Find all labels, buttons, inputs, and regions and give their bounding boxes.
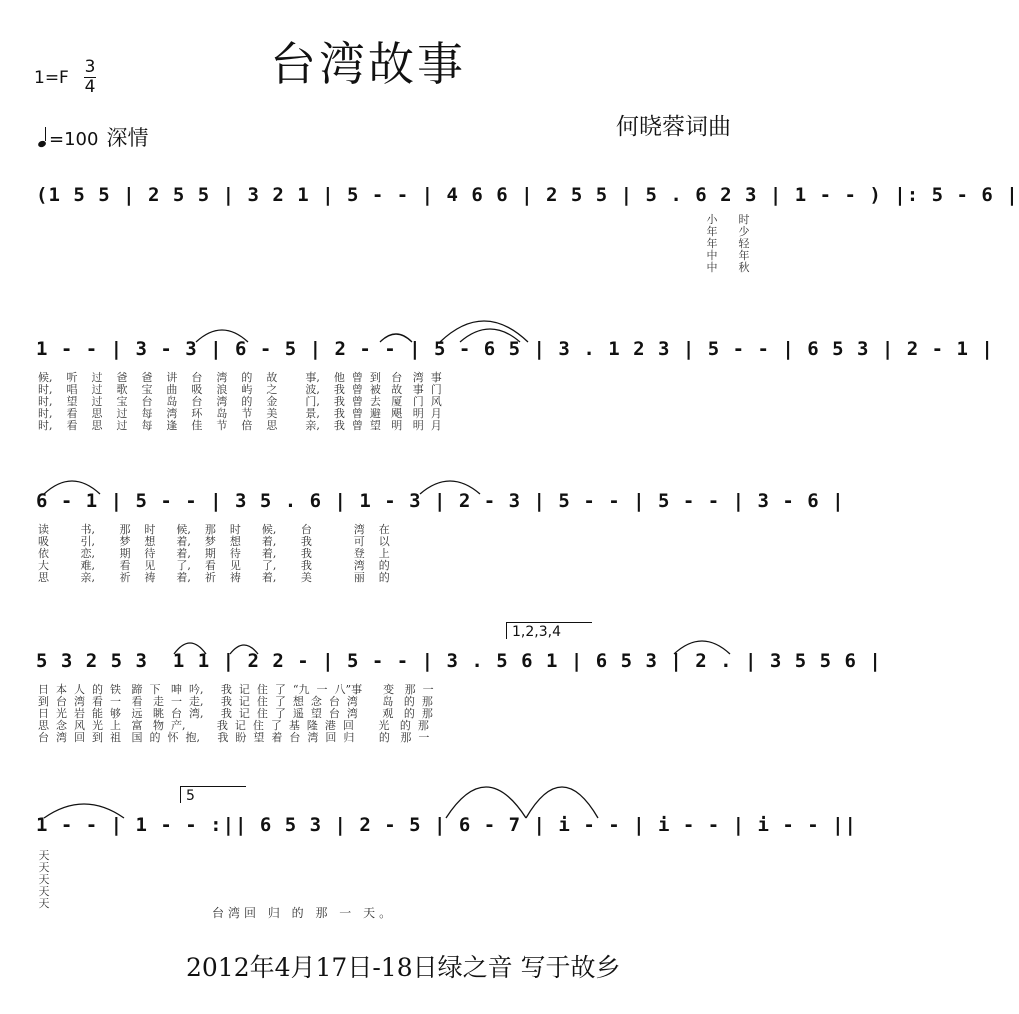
slur: [196, 330, 248, 342]
song-title: 台湾故事: [270, 37, 466, 91]
notation-row-5: 1 - - | 1 - - :|| 6 5 3 | 2 - 5 | 6 - 7 | i - - | i - - | i - - ||: [36, 814, 857, 836]
lyrics-row-2-verse-4: 时, 看 思 过 每 湾 环 岛 节 美 景, 我 曾 避 飓 明 月: [38, 407, 442, 420]
slur: [440, 321, 528, 342]
lyrics-row-2-verse-2: 时, 唱 过 歌 宝 曲 吸 浪 屿 之 波, 我 曾 被 故 事 门: [38, 383, 442, 396]
pickup-lyric-2: 时少轻年秋: [738, 213, 750, 274]
slur: [44, 804, 124, 818]
key-signature: 1=F: [34, 68, 69, 88]
final-lyric-column: 天天天天天: [38, 849, 50, 910]
slur: [380, 334, 412, 342]
notation-row-4: 5 3 2 5 3 1 1 | 2 2 - | 5 - - | 3 . 5 6 1 | 6 5 3 | 2 . | 3 5 5 6 |: [36, 650, 882, 672]
lyrics-row-4-verse-4: 思 念 风 光 上 富 物 产, 我 记 住 了 基 隆 港 回 光 的 那: [38, 719, 429, 732]
slur: [420, 481, 480, 494]
lyrics-row-2-verse-3: 时, 望 过 宝 台 岛 台 湾 的 金 门, 我 曾 去 厦 门 风: [38, 395, 442, 408]
notation-row-1: (1 5 5 | 2 5 5 | 3 2 1 | 5 - - | 4 6 6 | 2 5 5 | 5 . 6 2 3 | 1 - - ) |: 5 - 6 |: [36, 184, 1019, 206]
slur: [526, 787, 598, 818]
footer-note: 2012年4月17日-18日绿之音 写于故乡: [186, 953, 621, 982]
lyrics-row-3-verse-4: 大 难, 看 见 了, 看 见 了, 我 湾 的: [38, 559, 390, 572]
lyrics-row-3-verse-1: 读 书, 那 时 候, 那 时 候, 台 湾 在: [38, 523, 390, 536]
lyrics-row-3-verse-2: 吸 引, 梦 想 着, 梦 想 着, 我 可 以: [38, 535, 390, 548]
lyrics-row-4-verse-1: 日 本 人 的 铁 蹄 下 呻 吟, 我 记 住 了 “九 一 八”事 变 那 一: [38, 683, 434, 696]
time-bottom: 4: [84, 77, 96, 97]
pickup-lyric-1: 小年年中中: [706, 213, 718, 274]
notation-row-2: 1 - - | 3 - 3 | 6 - 5 | 2 - - | 5 - 6 5 | 3 . 1 2 3 | 5 - - | 6 5 3 | 2 - 1 |: [36, 338, 994, 360]
lyrics-row-4-verse-3: 日 光 岩 能 够 远 眺 台 湾, 我 记 住 了 遥 望 台 湾 观 的 那: [38, 707, 433, 720]
lyrics-row-3-verse-5: 思 亲, 祈 祷 着, 祈 祷 着, 美 丽 的: [38, 571, 390, 584]
slur: [174, 643, 206, 654]
time-top: 3: [84, 57, 96, 77]
slur: [230, 645, 258, 654]
slur: [446, 787, 526, 818]
lyrics-row-3-verse-3: 依 恋, 期 待 着, 期 待 着, 我 登 上: [38, 547, 390, 560]
slur: [674, 641, 730, 654]
volta-ending-1: 1,2,3,4: [506, 622, 592, 639]
lyrics-row-4-verse-5: 台 湾 回 到 祖 国 的 怀 抱, 我 盼 望 着 台 湾 回 归 的 那 一: [38, 731, 430, 744]
slur: [460, 329, 520, 342]
notation-row-3: 6 - 1 | 5 - - | 3 5 . 6 | 1 - 3 | 2 - 3 | 5 - - | 5 - - | 3 - 6 |: [36, 490, 845, 512]
author-credit: 何晓蓉词曲: [616, 114, 731, 140]
lyrics-row-2-verse-1: 候, 听 过 爸 爸 讲 台 湾 的 故 事, 他 曾 到 台 湾 事: [38, 371, 442, 384]
ending-lyric: 台湾回 归 的 那 一 天。: [212, 906, 396, 920]
volta-ending-2: 5: [180, 786, 246, 803]
slur: [44, 481, 100, 494]
mood-marking: 深情: [106, 126, 149, 150]
lyrics-row-4-verse-2: 到 台 湾 看 一 看 走 一 走, 我 记 住 了 想 念 台 湾 岛 的 那: [38, 695, 433, 708]
tempo-value: =100: [49, 129, 99, 150]
lyrics-row-2-verse-5: 时, 看 思 过 每 逢 佳 节 倍 思 亲, 我 曾 望 明 明 月: [38, 419, 442, 432]
